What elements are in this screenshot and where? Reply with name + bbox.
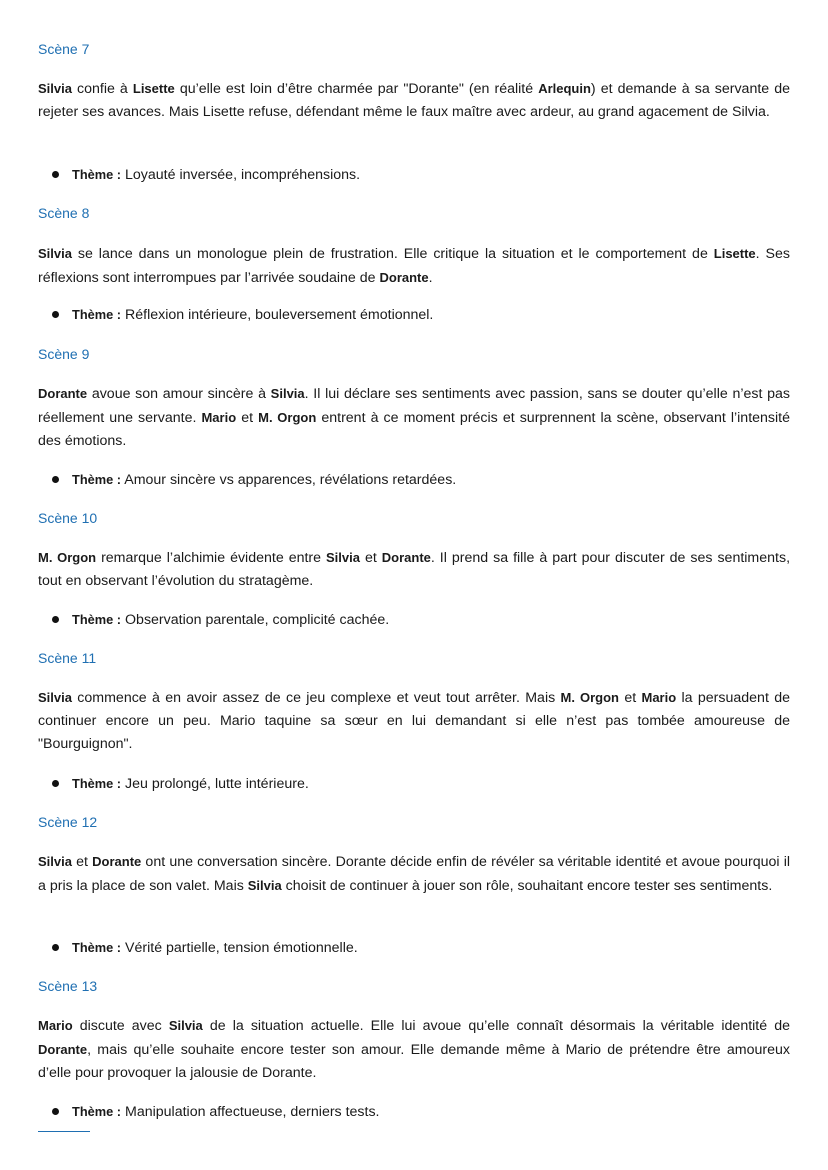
character-name: Mario — [38, 1018, 73, 1033]
paragraph-text: . Il prend sa fille à part pour discuter de ses sentiments, tout en observant l’évolution du stratagème. — [38, 550, 791, 589]
character-name: Arlequin — [538, 81, 591, 96]
character-name: Mario — [641, 690, 677, 705]
paragraph-text: . — [428, 270, 433, 286]
paragraph-text: et — [71, 854, 93, 870]
scene-paragraph — [38, 382, 790, 453]
theme-label: Thème : — [72, 167, 122, 182]
paragraph-text: commence à en avoir assez de ce jeu complexe et veut tout arrêter. Mais — [71, 690, 561, 706]
paragraph-text: et — [359, 550, 382, 566]
theme-text: Observation parentale, complicité cachée. — [121, 612, 390, 628]
theme-bullet — [52, 471, 456, 489]
character-name: Dorante — [92, 854, 142, 869]
theme-bullet — [52, 306, 433, 324]
paragraph-text: confie à — [71, 81, 133, 97]
scene-heading: Scène 9 — [38, 346, 90, 362]
theme-label: Thème : — [72, 940, 122, 955]
theme-label: Thème : — [72, 776, 122, 791]
character-name: Silvia — [38, 246, 72, 261]
bullet-icon — [52, 171, 59, 178]
paragraph-text: qu’elle est loin d’être charmée par "Dorante" (en réalité — [174, 81, 539, 97]
theme-text: Manipulation affectueuse, derniers tests. — [121, 1104, 380, 1120]
character-name: Silvia — [38, 854, 72, 869]
paragraph-text: ont une conversation sincère. Dorante décide enfin de révéler sa véritable identité et avoue pourquoi il a pris la place de son valet. Mais — [38, 854, 790, 894]
scene-paragraph — [38, 242, 790, 290]
paragraph-text: , mais qu’elle souhaite encore tester son amour. Elle demande même à Mario de prétendre être amoureux d’elle pour provoquer la jalousie de Dorante. — [38, 1042, 790, 1081]
theme-bullet — [52, 775, 309, 793]
scene-heading: Scène 13 — [38, 978, 98, 994]
theme-text: Jeu prolongé, lutte intérieure. — [121, 776, 309, 792]
paragraph-text: . Il lui déclare ses sentiments avec passion, sans se douter qu’elle n’est pas réellement une servante. — [38, 386, 790, 426]
scene-paragraph — [38, 686, 790, 756]
paragraph-text: de la situation actuelle. Elle lui avoue qu’elle connaît désormais la véritable identité de — [202, 1018, 790, 1034]
character-name: Silvia — [38, 81, 72, 96]
theme-bullet — [52, 166, 360, 184]
paragraph-text: remarque l’alchimie évidente entre — [96, 550, 327, 566]
character-name: Dorante — [379, 270, 429, 285]
bullet-icon — [52, 780, 59, 787]
character-name: M. Orgon — [560, 690, 619, 705]
character-name: M. Orgon — [38, 550, 97, 565]
scene-heading: Scène 11 — [38, 650, 97, 666]
bullet-icon — [52, 476, 59, 483]
character-name: Silvia — [270, 386, 305, 401]
paragraph-text: discute avec — [72, 1018, 169, 1034]
theme-text: Réflexion intérieure, bouleversement émotionnel. — [121, 307, 434, 323]
scene-heading: Scène 12 — [38, 814, 98, 830]
character-name: Dorante — [381, 550, 431, 565]
bullet-icon — [52, 944, 59, 951]
paragraph-text: entrent à ce moment précis et surprennent la scène, observant l’intensité des émotions. — [38, 410, 790, 449]
paragraph-text: et — [236, 410, 259, 426]
character-name: M. Orgon — [258, 410, 317, 425]
theme-label: Thème : — [72, 472, 122, 487]
scene-paragraph — [38, 850, 790, 898]
character-name: Silvia — [326, 550, 360, 565]
character-name: Mario — [201, 410, 237, 425]
paragraph-text: la persuadent de continuer encore un peu. Mario taquine sa sœur en lui demandant si elle n’est pas tombée amoureuse de "Bourguignon". — [38, 690, 790, 752]
theme-label: Thème : — [72, 1104, 122, 1119]
paragraph-text: ) et demande à sa servante de rejeter ses avances. Mais Lisette refuse, défendant même le faux maître avec ardeur, au grand agacement de Silvia. — [38, 81, 790, 120]
theme-bullet — [52, 939, 358, 957]
scene-heading: Scène 8 — [38, 205, 90, 221]
scene-paragraph — [38, 77, 790, 124]
bullet-icon — [52, 616, 59, 623]
scene-heading: Scène 7 — [38, 41, 90, 57]
paragraph-text: . Ses réflexions sont interrompues par l’arrivée soudaine de — [38, 246, 790, 286]
theme-text: Vérité partielle, tension émotionnelle. — [121, 940, 358, 956]
paragraph-text: se lance dans un monologue plein de frustration. Elle critique la situation et le comportement de — [71, 246, 714, 262]
theme-label: Thème : — [72, 307, 122, 322]
bullet-icon — [52, 311, 59, 318]
paragraph-text: avoue son amour sincère à — [87, 386, 271, 402]
paragraph-text: et — [618, 690, 642, 706]
character-name: Dorante — [38, 386, 88, 401]
character-name: Dorante — [38, 1042, 88, 1057]
bullet-icon — [52, 1108, 59, 1115]
character-name: Silvia — [247, 878, 282, 893]
character-name: Silvia — [168, 1018, 203, 1033]
character-name: Lisette — [713, 246, 756, 261]
theme-text: Loyauté inversée, incompréhensions. — [121, 167, 361, 183]
character-name: Lisette — [132, 81, 175, 96]
theme-text: Amour sincère vs apparences, révélations retardées. — [121, 472, 457, 488]
footnote-separator — [38, 1131, 90, 1132]
scene-heading: Scène 10 — [38, 510, 98, 526]
theme-bullet — [52, 1103, 380, 1121]
theme-label: Thème : — [72, 612, 122, 627]
theme-bullet — [52, 611, 389, 629]
character-name: Silvia — [38, 690, 72, 705]
paragraph-text: choisit de continuer à jouer son rôle, souhaitant encore tester ses sentiments. — [281, 878, 773, 894]
scene-paragraph — [38, 546, 790, 593]
scene-paragraph — [38, 1014, 790, 1085]
